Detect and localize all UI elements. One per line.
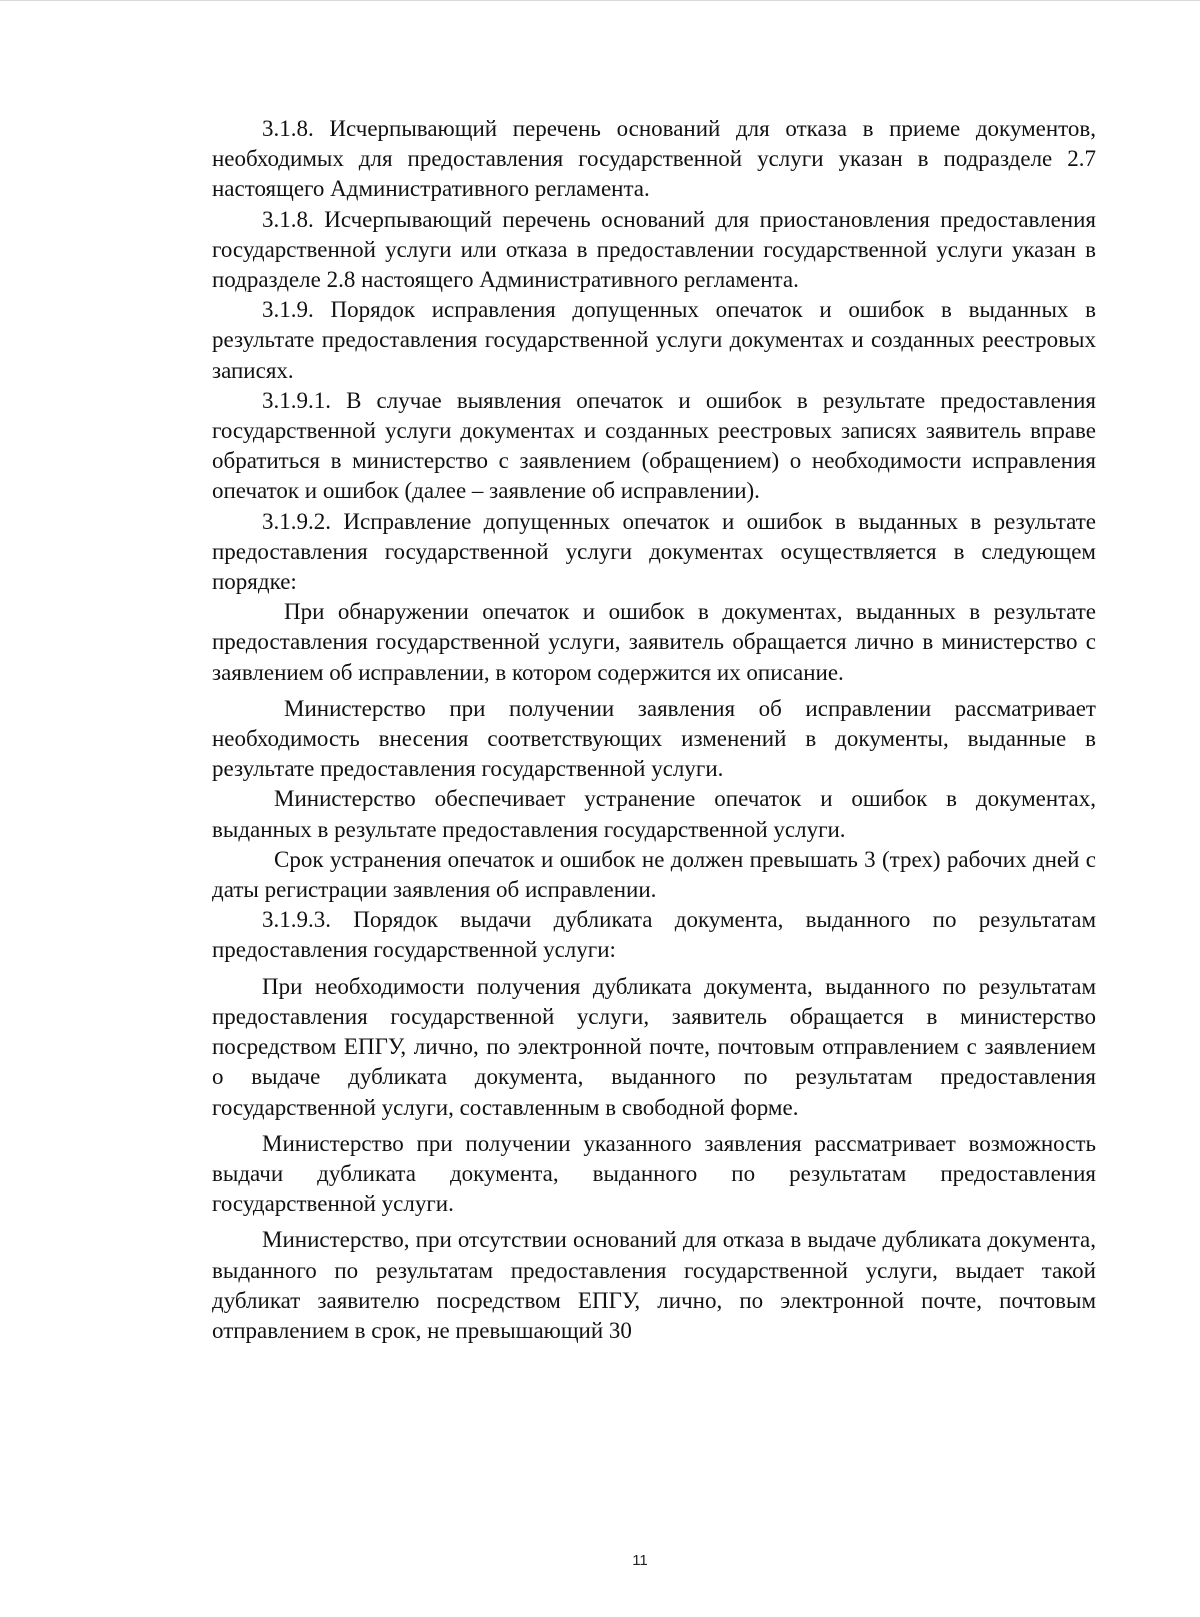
- paragraph-correction-deadline: Срок устранения опечаток и ошибок не должен превышать 3 (трех) рабочих дней с даты регистрации заявления об исправлении.: [212, 846, 1096, 903]
- scan-edge-line: [0, 0, 1200, 1]
- paragraph-3-1-8-suspension-grounds: 3.1.8. Исчерпывающий перечень оснований для приостановления предоставления государственной услуги или отказа в предоставлении государственной услуги указан в подразделе 2.8 настоящего Административного регламента.: [212, 206, 1096, 293]
- paragraph-error-discovery: При обнаружении опечаток и ошибок в документах, выданных в результате предоставления государственной услуги, заявитель обращается лично в министерство с заявлением об исправлении, в котором содержится их описание.: [212, 599, 1096, 685]
- paragraph-duplicate-review: Министерство при получении указанного заявления рассматривает возможность выдачи дубликата документа, выданного по результатам предоставления государственной услуги.: [212, 1130, 1096, 1217]
- paragraph-duplicate-request: При необходимости получения дубликата документа, выданного по результатам предоставления государственной услуги, заявитель обращается в министерство посредством ЕПГУ, лично, по электронной почте, почтовым отправлением с заявлением о выдаче дубликата документа, выданного по результатам предоставления государственной услуги, составленным в свободной форме.: [212, 973, 1096, 1120]
- page-number: 11: [632, 1552, 648, 1569]
- paragraph-duplicate-issuance: Министерство, при отсутствии оснований для отказа в выдаче дубликата документа, выданного по результатам предоставления государственной услуги, выдает такой дубликат заявителю посредством ЕПГУ, лично, по электронной почте, почтовым отправлением в срок, не превышающий 30: [212, 1227, 1096, 1343]
- document-body: [212, 114, 1096, 1346]
- paragraph-3-1-9-1-correction-request: 3.1.9.1. В случае выявления опечаток и ошибок в результате предоставления государственной услуги документах и созданных реестровых записях заявитель вправе обратиться в министерство с заявлением (обращением) о необходимости исправления опечаток и ошибок (далее – заявление об исправлении).: [212, 387, 1096, 504]
- paragraph-3-1-9-correction-procedure: 3.1.9. Порядок исправления допущенных опечаток и ошибок в выданных в результате предоставления государственной услуги документах и созданных реестровых записях.: [212, 297, 1096, 383]
- paragraph-3-1-8-refusal-grounds: 3.1.8. Исчерпывающий перечень оснований для отказа в приеме документов, необходимых для предоставления государственной услуги указан в подразделе 2.7 настоящего Административного регламента.: [212, 116, 1096, 202]
- paragraph-ministry-review: Министерство при получении заявления об исправлении рассматривает необходимость внесения соответствующих изменений в документы, выданные в результате предоставления государственной услуги.: [212, 695, 1096, 782]
- paragraph-3-1-9-3-duplicate-procedure: 3.1.9.3. Порядок выдачи дубликата документа, выданного по результатам предоставления государственной услуги:: [212, 907, 1096, 963]
- paragraph-ministry-correction: Министерство обеспечивает устранение опечаток и ошибок в документах, выданных в результате предоставления государственной услуги.: [212, 786, 1096, 842]
- paragraph-3-1-9-2-correction-order: 3.1.9.2. Исправление допущенных опечаток и ошибок в выданных в результате предоставления государственной услуги документах осуществляется в следующем порядке:: [212, 508, 1096, 595]
